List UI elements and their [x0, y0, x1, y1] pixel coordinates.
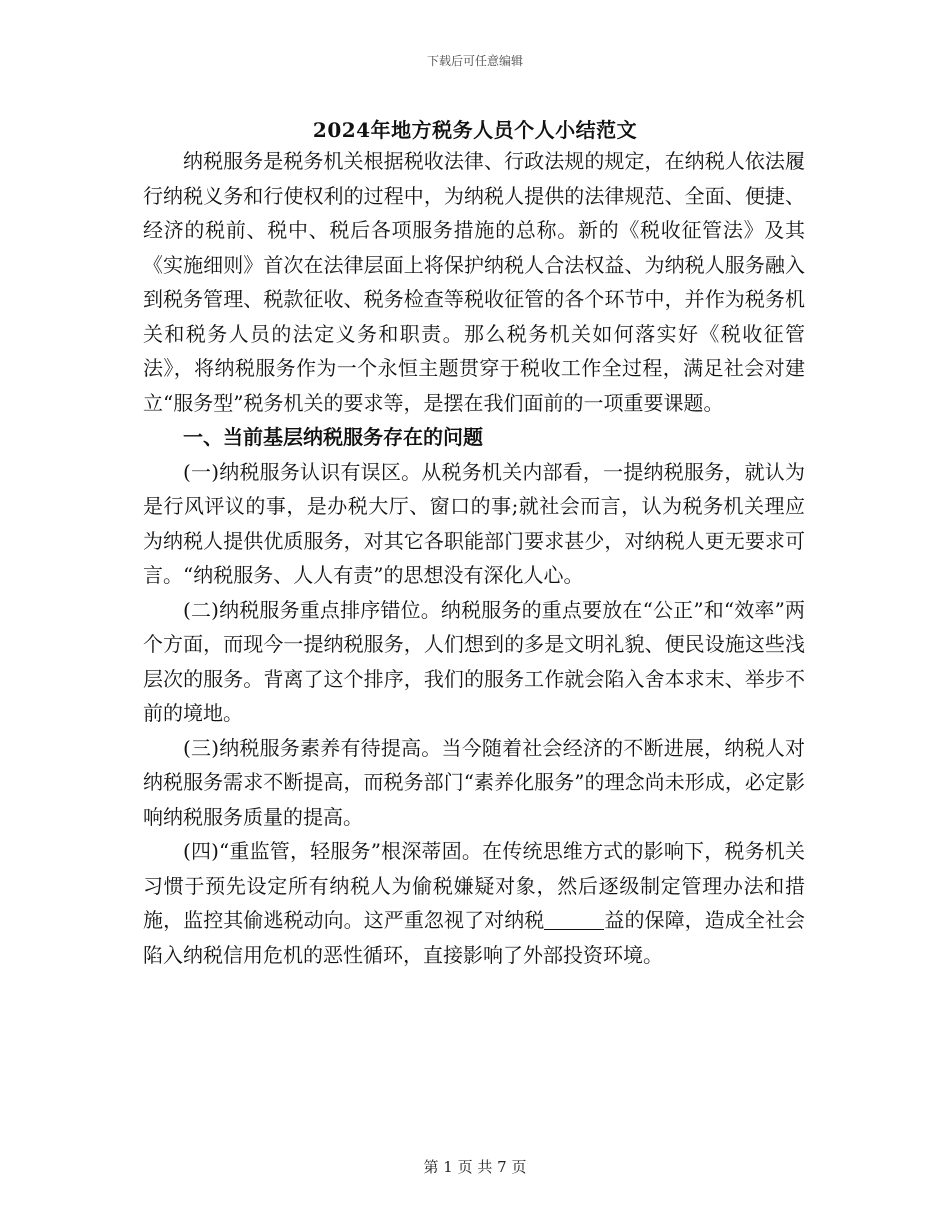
paragraph-2: (二)纳税服务重点排序错位。纳税服务的重点要放在“公正”和“效率”两个方面，而现今一提纳税服务，人们想到的多是文明礼貌、便民设施这些浅层次的服务。背离了这个排序，我们的服务工作就会陷入舍本求末、举步不前的境地。 — [143, 597, 805, 725]
paragraph-4-part-1: (四)“重监管，轻服务”根深蒂固。在传统思维方式的影响下，税务机关习惯于预先设定所有纳税人为偷税嫌疑对象，然后逐级制定管理办法和措施，监控其偷逃税动向。这严重忽视了对纳税 — [143, 839, 805, 932]
header-note: 下载后可任意编辑 — [426, 54, 523, 68]
paragraph-3: (三)纳税服务素养有待提高。当今随着社会经济的不断进展，纳税人对纳税服务需求不断提高，而税务部门“素养化服务”的理念尚未形成，必定影响纳税服务质量的提高。 — [143, 735, 805, 829]
section-heading: 一、当前基层纳税服务存在的问题 — [183, 425, 483, 449]
document-body — [143, 144, 805, 972]
paragraph-4 — [143, 834, 805, 972]
paragraph-4-part-2: 益的保障，造成全社会陷入纳税信用危机的恶性循环，直接影响了外部投资环境。 — [143, 908, 806, 967]
document-title: 2024年地方税务人员个人小结范文 — [312, 118, 638, 142]
page-footer: 第 1 页 共 7 页 — [423, 1158, 527, 1176]
blank-underline — [544, 909, 604, 930]
intro-paragraph: 纳税服务是税务机关根据税收法律、行政法规的规定，在纳税人依法履行纳税义务和行使权利的过程中，为纳税人提供的法律规范、全面、便捷、经济的税前、税中、税后各项服务措施的总称。新的《税收征管法》及其《实施细则》首次在法律层面上将保护纳税人合法权益、为纳税人服务融入到税务管理、税款征收、税务检查等税收征管的各个环节中，并作为税务机关和税务人员的法定义务和职责。那么税务机关如何落实好《税收征管法》，将纳税服务作为一个永恒主题贯穿于税收工作全过程，满足社会对建立“服务型”税务机关的要求等，是摆在我们面前的一项重要课题。 — [143, 149, 805, 415]
paragraph-1: (一)纳税服务认识有误区。从税务机关内部看，一提纳税服务，就认为是行风评议的事，是办税大厅、窗口的事;就社会而言，认为税务机关理应为纳税人提供优质服务，对其它各职能部门要求甚少，对纳税人更无要求可言。“纳税服务、人人有责”的思想没有深化人心。 — [143, 459, 805, 587]
